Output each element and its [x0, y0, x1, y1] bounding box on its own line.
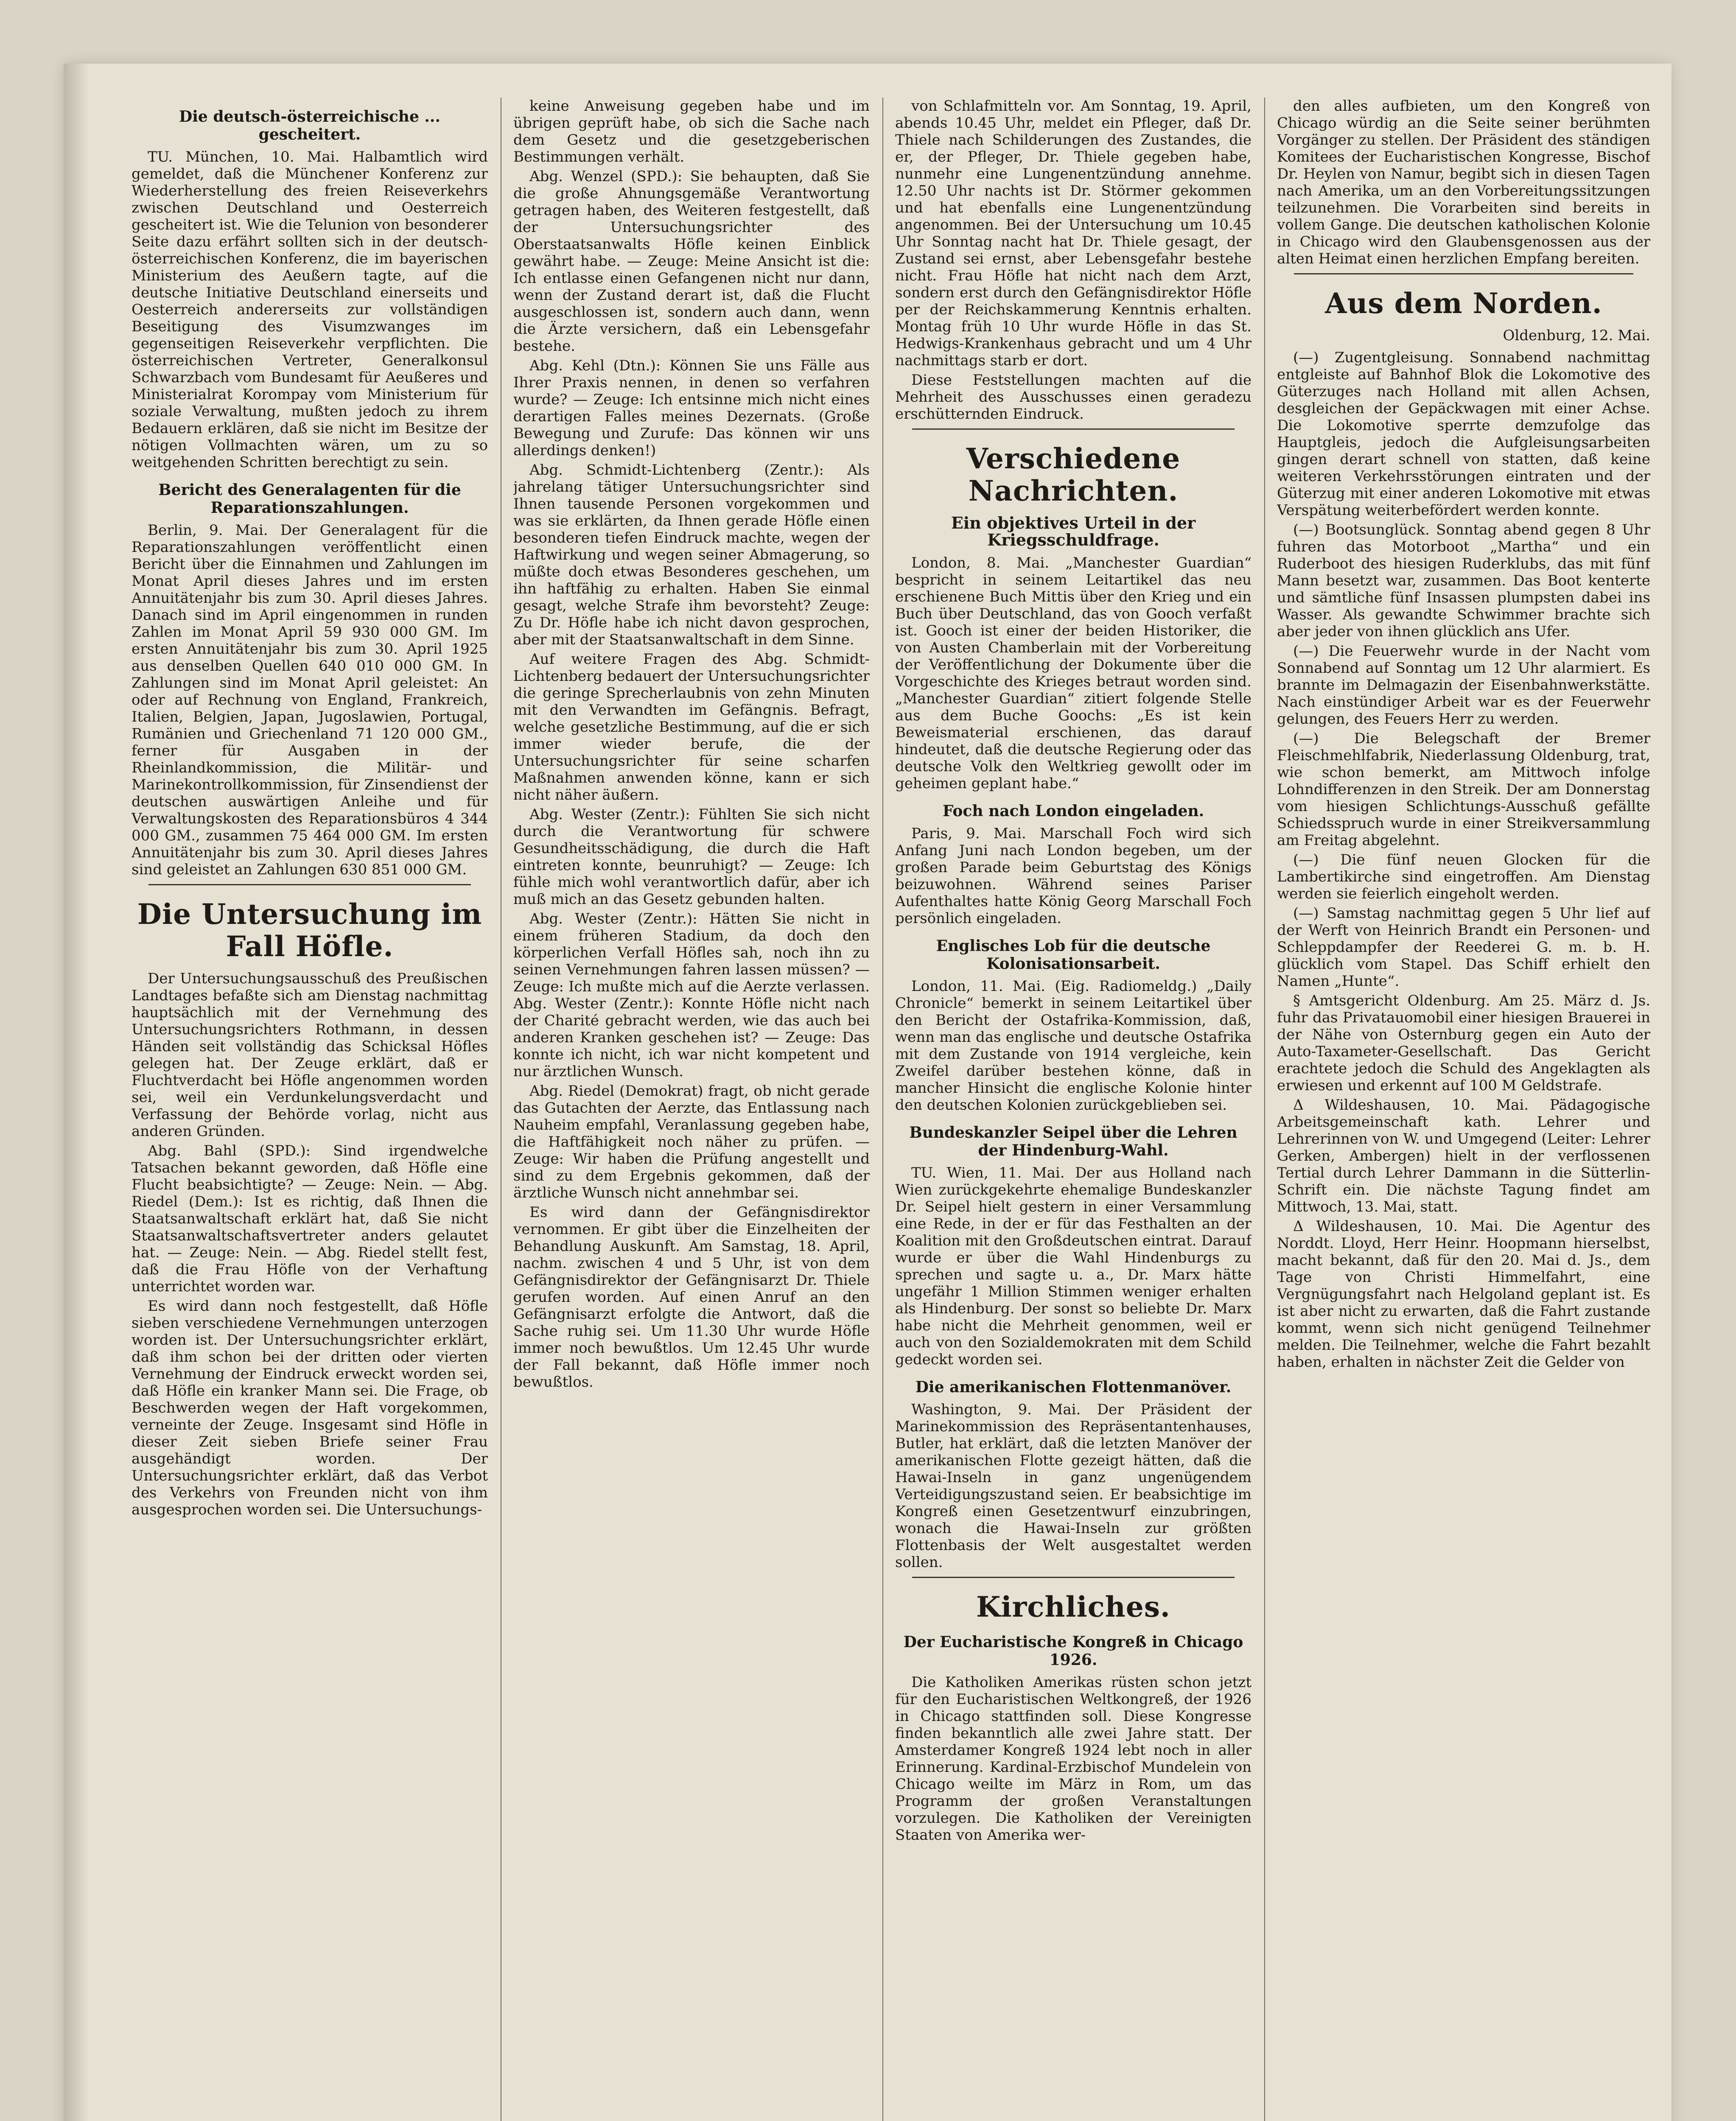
section-heading: Die Untersuchung im Fall Höfle. [137, 898, 482, 963]
article-paragraph: (—) Bootsunglück. Sonntag abend gegen 8 Uhr fuhren das Motorboot „Martha“ und ein Ruderboot des hiesigen Ruderklubs, das mit fünf Mann besetzt war, zusammen. Das Boot kenterte und sämtliche fünf Insassen plumpsten dabei ins Wasser. Als gewandte Schwimmer brachte sich aber jeder von ihnen glücklich ans Ufer. [1277, 521, 1650, 640]
article-paragraph: Abg. Wester (Zentr.): Fühlten Sie sich nicht durch die Verantwortung für schwere Gesundheitsschädigung, die durch die Haft eintreten konnte, beunruhigt? — Zeuge: Ich fühle mich wohl verantwortlich dafür, aber ich muß mich an das Gesetz gebunden halten. [513, 806, 870, 908]
article-paragraph: TU. München, 10. Mai. Halbamtlich wird gemeldet, daß die Münchener Konferenz zur Wiederherstellung des freien Reiseverkehrs zwischen Deutschland und Oesterreich gescheitert ist. Wie die Telunion von besonderer Seite dazu erfährt sollten sich in der deutsch-österreichischen Konferenz, die im bayerischen Ministerium des Aeußern tagte, auf die deutsche Initiative Deutschland einerseits und Oesterreich andererseits zur vollständigen Beseitigung des Visumzwanges im gegenseitigen Reiseverkehr verpflichten. Die österreichischen Vertreter, Generalkonsul Schwarzbach vom Bundesamt für Aeußeres und Ministerialrat Korompay vom Ministerium für soziale Verwaltung, mußten jedoch zu ihrem Bedauern erklären, daß sie nicht im Besitze der nötigen Vollmachten wären, um zu so weitgehenden Schritten berechtigt zu sein. [132, 148, 488, 471]
divider [148, 884, 471, 885]
article-paragraph: Berlin, 9. Mai. Der Generalagent für die Reparationszahlungen veröffentlicht einen Bericht über die Einnahmen und Zahlungen im Monat April dieses Jahres und im ersten Annuitätenjahr bis zum 30. April dieses Jahres. Danach sind im April eingenommen in runden Zahlen im Monat April 59 930 000 GM. Im ersten Annuitätenjahr bis zum 30. April 1925 aus denselben Quellen 640 010 000 GM. In Zahlungen sind im Monat April geleistet: An oder auf Rechnung von England, Frankreich, Italien, Belgien, Japan, Jugoslawien, Portugal, Rumänien und Griechenland 71 120 000 GM., ferner für Ausgaben in der Rheinlandkommission, die Militär- und Marinekontrollkommission, für Zinsendienst der deutschen auswärtigen Anleihe und für Verwaltungskosten des Reparationsbüros 4 344 000 GM., zusammen 75 464 000 GM. Im ersten Annuitätenjahr bis zum 30. April dieses Jahres sind geleistet an Zahlungen 630 851 000 GM. [132, 522, 488, 878]
article-paragraph: London, 11. Mai. (Eig. Radiomeldg.) „Daily Chronicle“ bemerkt in seinem Leitartikel über den Bericht der Ostafrika-Kommission, daß, wenn man das englische und deutsche Ostafrika mit dem Zustande von 1914 vergleiche, kein Zweifel darüber bestehen könne, daß in mancher Hinsicht die englische Kolonie hinter den deutschen Kolonien zurückgeblieben sei. [895, 978, 1252, 1114]
article-paragraph: von Schlafmitteln vor. Am Sonntag, 19. April, abends 10.45 Uhr, meldet ein Pfleger, daß Dr. Thiele nach Schilderungen des Zustandes, die er, der Pfleger, Dr. Thiele gegeben habe, nunmehr eine Lungenentzündung annehme. 12.50 Uhr nachts ist Dr. Störmer gekommen und hat ebenfalls eine Lungenentzündung angenommen. Bei der Untersuchung um 10.45 Uhr Sonntag nacht hat Dr. Thiele gesagt, der Zustand sei ernst, aber Lebensgefahr bestehe nicht. Frau Höfle hat nicht nach dem Arzt, sondern erst durch den Gefängnisdirektor Höfle per der Reichskammerung Kenntnis erhalten. Montag früh 10 Uhr wurde Höfle in das St. Hedwigs-Krankenhaus gebracht und um 4 Uhr nachmittags starb er dort. [895, 98, 1252, 369]
section-heading: Verschiedene Nachrichten. [966, 442, 1181, 507]
article-paragraph: Der Untersuchungsausschuß des Preußischen Landtages befaßte sich am Dienstag nachmittag hauptsächlich mit der Vernehmung des Untersuchungsrichters Rothmann, in dessen Händen seit vollständig das Schicksal Höfles gelegen hat. Der Zeuge erklärt, daß er Fluchtverdacht bei Höfle angenommen worden sei, weil ein Verdunkelungsverdacht und Verfassung der Behörde vorlag, nicht aus anderen Gründen. [132, 970, 488, 1140]
article-paragraph: (—) Zugentgleisung. Sonnabend nachmittag entgleiste auf Bahnhof Blok die Lokomotive des Güterzuges nach Holland mit allen Achsen, desgleichen der Gepäckwagen mit einer Achse. Die Lokomotive sperrte demzufolge das Hauptgleis, jedoch die Aufgleisungsarbeiten gingen derart schnell von statten, daß keine weiteren Verkehrsstörungen eintraten und der Güterzug mit einer anderen Lokomotive mit etwas Verspätung weiterbefördert werden konnte. [1277, 349, 1650, 519]
article-paragraph: Δ Wildeshausen, 10. Mai. Pädagogische Arbeitsgemeinschaft kath. Lehrer und Lehrerinnen von W. und Umgegend (Leiter: Lehrer Gerken, Ambergen) hielt in der verflossenen Tertial durch Lehrer Dammann in die Sütterlin-Schrift ein. Die nächste Tagung findet am Mittwoch, 13. Mai, statt. [1277, 1097, 1650, 1215]
article-paragraph: Abg. Bahl (SPD.): Sind irgendwelche Tatsachen bekannt geworden, daß Höfle eine Flucht beabsichtigte? — Zeuge: Nein. — Abg. Riedel (Dem.): Ist es richtig, daß Ihnen die Staatsanwaltschaft erklärt hat, daß Sie nicht Staatsanwaltschaftsvertreter anders gelautet hat. — Zeuge: Nein. — Abg. Riedel stellt fest, daß die Frau Höfle von der Verhaftung unterrichtet worden war. [132, 1142, 488, 1295]
article-paragraph: Paris, 9. Mai. Marschall Foch wird sich Anfang Juni nach London begeben, um der großen Parade beim Geburtstag des Königs beizuwohnen. Während seines Pariser Aufenthaltes hatte König Georg Marschall Foch persönlich eingeladen. [895, 825, 1252, 927]
article-heading: Der Eucharistische Kongreß in Chicago 1926. [903, 1633, 1243, 1669]
column-3 [895, 98, 1252, 2121]
column-4 [1277, 98, 1650, 2121]
article-paragraph: Es wird dann noch festgestellt, daß Höfle sieben verschiedene Vernehmungen unterzogen worden ist. Der Untersuchungsrichter erklärt, daß ihm schon bei der dritten oder vierten Vernehmung der Eindruck erweckt worden sei, daß Höfle ein kranker Mann sei. Die Frage, ob Beschwerden wegen der Haft vorgekommen, verneinte der Zeuge. Insgesamt sind Höfle in dieser Zeit sieben Briefe seiner Frau ausgehändigt worden. Der Untersuchungsrichter erklärt, daß das Verbot des Verkehrs von Freunden nicht von ihm ausgesprochen worden sei. Die Untersuchungs- [132, 1298, 488, 1518]
article-heading: Bundeskanzler Seipel über die Lehren der Hindenburg-Wahl. [909, 1124, 1238, 1159]
column-rule [1264, 98, 1265, 2121]
article-paragraph: TU. Wien, 11. Mai. Der aus Holland nach Wien zurückgekehrte ehemalige Bundeskanzler Dr. Seipel hielt gestern in einer Versammlung eine Rede, in der er für das Festhalten an der Koalition mit den Großdeutschen eintrat. Darauf wurde er über die Wahl Hindenburgs zu sprechen und sagte u. a., Dr. Marx hätte ungefähr 1 Million Stimmen weniger erhalten als Hindenburg. Der sonst so beliebte Dr. Marx habe nicht die Mehrheit genommen, weil er auch von den Sozialdemokraten mit dem Schild gedeckt worden sei. [895, 1164, 1252, 1368]
section-heading: Kirchliches. [976, 1590, 1170, 1623]
divider [1294, 273, 1633, 274]
section-subheading: Ein objektives Urteil in der Kriegsschuldfrage. [951, 513, 1196, 549]
article-heading: Die deutsch-österreichische ... gescheitert. [179, 108, 440, 143]
article-paragraph: (—) Die Belegschaft der Bremer Fleischmehlfabrik, Niederlassung Oldenburg, trat, wie schon bemerkt, am Mittwoch infolge Lohndifferenzen in den Streik. Der am Donnerstag vom hiesigen Schlichtungs-Ausschuß gefällte Schiedsspruch wurde in einer Streikversammlung am Freitag abgelehnt. [1277, 730, 1650, 849]
article-paragraph: Diese Feststellungen machten auf die Mehrheit des Ausschusses einen geradezu erschütternden Eindruck. [895, 372, 1252, 423]
article-paragraph: keine Anweisung gegeben habe und im übrigen geprüft habe, ob sich die Sache nach dem Gesetz und die gesetzgeberischen Bestimmungen verhält. [513, 98, 870, 165]
article-paragraph: London, 8. Mai. „Manchester Guardian“ bespricht in seinem Leitartikel das neu erschienene Buch Mittis über den Krieg und ein Buch über Deutschland, das von Gooch verfaßt ist. Gooch ist einer der beiden Historiker, die von Austen Chamberlain mit der Vorbereitung der Veröffentlichung der Dokumente über die Vorgeschichte des Krieges betraut worden sind. „Manchester Guardian“ zitiert folgende Stelle aus dem Buche Goochs: „Es ist kein Beweismaterial erschienen, das darauf hindeutet, daß die deutsche Regierung oder das deutsche Volk den Weltkrieg gewollt oder im geheimen geplant habe.“ [895, 554, 1252, 792]
column-rule [882, 98, 883, 2121]
article-paragraph: Abg. Schmidt-Lichtenberg (Zentr.): Als jahrelang tätiger Untersuchungsrichter sind Ihnen tausende Personen vorgekommen und was sie erklärten, da Ihnen gerade Höfle einen besonderen tiefen Eindruck machte, wegen der Haftwirkung und wegen seiner Abmagerung, so müßte doch etwas Besonderes geschehen, um ihn haftfähig zu erhalten. Haben Sie einmal gesagt, welche Strafe ihm bevorsteht? Zeuge: Zu Dr. Höfle habe ich nicht davon gesprochen, aber mit der Staatsanwaltschaft in dem Sinne. [513, 462, 870, 648]
article-paragraph: § Amtsgericht Oldenburg. Am 25. März d. Js. fuhr das Privatauomobil einer hiesigen Brauerei in der Nähe von Osternburg gegen ein Auto der Auto-Taxameter-Gesellschaft. Das Gericht erachtete jedoch die Schuld des Angeklagten als erwiesen und erkennt auf 100 M Geldstrafe. [1277, 992, 1650, 1094]
newspaper-page [64, 64, 1672, 2121]
article-paragraph: Washington, 9. Mai. Der Präsident der Marinekommission des Repräsentantenhauses, Butler, hat erklärt, daß die letzten Manöver der amerikanischen Flotte gezeigt hätten, daß die Hawai-Inseln in ganz ungenügendem Verteidigungszustand seien. Er beabsichtige im Kongreß einen Gesetzentwurf einzubringen, wonach die Hawai-Inseln zur größten Flottenbasis der Welt ausgestaltet werden sollen. [895, 1401, 1252, 1571]
article-heading: Die amerikanischen Flottenmanöver. [915, 1378, 1232, 1396]
article-paragraph: Abg. Wester (Zentr.): Hätten Sie nicht in einem früheren Stadium, da doch den körperlichen Verfall Höfles sah, noch ihn zu seinen Vernehmungen fahren lassen müssen? — Zeuge: Ich mußte mich auf die Aerzte verlassen. Abg. Wester (Zentr.): Konnte Höfle nicht nach der Charité gebracht werden, wie das auch bei anderen Kranken geschehen ist? — Zeuge: Das konnte ich nicht, ich war nicht kompetent und nur ärztlichen Wunsch. [513, 910, 870, 1080]
article-paragraph: Auf weitere Fragen des Abg. Schmidt-Lichtenberg bedauert der Untersuchungsrichter die geringe Sprecherlaubnis von zehn Minuten mit den Verwandten im Gefängnis. Befragt, welche gesetzliche Bestimmung, auf die er sich immer wieder berufe, die der Untersuchungsrichter für seine scharfen Maßnahmen anwenden könne, kann er sich nicht näher äußern. [513, 651, 870, 803]
article-paragraph: (—) Die Feuerwehr wurde in der Nacht vom Sonnabend auf Sonntag um 12 Uhr alarmiert. Es brannte im Delmagazin der Eisenbahnwerkstätte. Nach einstündiger Arbeit war es der Feuerwehr gelungen, des Feuers Herr zu werden. [1277, 643, 1650, 728]
article-paragraph: (—) Samstag nachmittag gegen 5 Uhr lief auf der Werft von Heinrich Brandt ein Personen- und Schleppdampfer der Reederei G. m. b. H. glücklich vom Stapel. Das Schiff erhielt den Namen „Hunte“. [1277, 905, 1650, 990]
article-paragraph: Abg. Wenzel (SPD.): Sie behaupten, daß Sie die große Ahnungsgemäße Verantwortung getragen haben, des Weiteren festgestellt, daß der Untersuchungsrichter des Oberstaatsanwalts Höfle keinen Einblick gewährt habe. — Zeuge: Meine Ansicht ist die: Ich entlasse einen Gefangenen nicht nur dann, wenn der Zustand derart ist, daß die Flucht ausgeschlossen ist, sondern auch dann, wenn die Ärzte versichern, daß ein Lebensgefahr bestehe. [513, 168, 870, 355]
article-heading: Englisches Lob für die deutsche Kolonisationsarbeit. [936, 937, 1211, 973]
article-paragraph: den alles aufbieten, um den Kongreß von Chicago würdig an die Seite seiner berühmten Vorgänger zu stellen. Der Präsident des ständigen Komitees der Eucharistischen Kongresse, Bischof Dr. Heylen von Namur, begibt sich in diesen Tagen nach Amerika, um an den Vorbereitungssitzungen teilzunehmen. Die Vorarbeiten sind bereits in vollem Gange. Die deutschen katholischen Kolonie in Chicago wird den Glaubensgenossen aus der alten Heimat einen herzlichen Empfang bereiten. [1277, 98, 1650, 267]
article-paragraph: Es wird dann der Gefängnisdirektor vernommen. Er gibt über die Einzelheiten der Behandlung Auskunft. Am Samstag, 18. April, nachm. zwischen 4 und 5 Uhr, ist von dem Gefängnisdirektor der Gefängnisarzt Dr. Thiele gerufen worden. Auf einen Anruf an den Gefängnisarzt erfolgte die Antwort, daß die Sache ruhig sei. Um 11.30 Uhr wurde Höfle immer noch bewußtlos. Um 12.45 Uhr wurde der Fall bekannt, daß Höfle immer noch bewußtlos. [513, 1204, 870, 1391]
article-paragraph: Abg. Kehl (Dtn.): Können Sie uns Fälle aus Ihrer Praxis nennen, in denen so verfahren wurde? — Zeuge: Ich entsinne mich nicht eines derartigen Falles meines Dezernats. (Große Bewegung und Zurufe: Das können wir uns allerdings denken!) [513, 357, 870, 459]
columns [132, 98, 1650, 2121]
divider [912, 1577, 1235, 1578]
dateline: Oldenburg, 12. Mai. [1503, 327, 1650, 344]
column-2 [513, 98, 870, 2121]
article-paragraph: Δ Wildeshausen, 10. Mai. Die Agentur des Norddt. Lloyd, Herr Heinr. Hoopmann hierselbst, macht bekannt, daß für den 20. Mai d. Js., dem Tage von Christi Himmelfahrt, eine Vergnügungsfahrt nach Helgoland geplant ist. Es ist aber nicht zu erwarten, daß die Fahrt zustande kommt, wenn sich nicht genügend Teilnehmer melden. Die Teilnehmer, welche die Fahrt bezahlt haben, erhalten in nächster Zeit die Gelder von [1277, 1218, 1650, 1371]
section-heading: Aus dem Norden. [1325, 287, 1602, 320]
article-heading: Foch nach London eingeladen. [942, 802, 1204, 820]
article-paragraph: Abg. Riedel (Demokrat) fragt, ob nicht gerade das Gutachten der Aerzte, das Entlassung nach Nauheim empfahl, Veranlassung gegeben habe, die Haftfähigkeit noch näher zu prüfen. — Zeuge: Wir haben die Prüfung angestellt und sind zu dem Ergebnis gekommen, daß der ärztliche Wunsch nicht annehmbar sei. [513, 1083, 870, 1201]
article-paragraph: Die Katholiken Amerikas rüsten schon jetzt für den Eucharistischen Weltkongreß, der 1926 in Chicago stattfinden soll. Diese Kongresse finden bekanntlich alle zwei Jahre statt. Der Amsterdamer Kongreß 1924 lebt noch in aller Erinnerung. Kardinal-Erzbischof Mundelein von Chicago weilte im März in Rom, um das Programm der großen Veranstaltungen vorzulegen. Die Katholiken der Vereinigten Staaten von Amerika wer- [895, 1674, 1252, 1844]
column-1 [132, 98, 488, 2121]
article-heading: Bericht des Generalagenten für die Reparationszahlungen. [158, 481, 461, 517]
divider [912, 428, 1235, 430]
article-paragraph: (—) Die fünf neuen Glocken für die Lambertikirche sind eingetroffen. Am Dienstag werden sie feierlich eingeholt werden. [1277, 851, 1650, 902]
page-spine [64, 64, 89, 2121]
